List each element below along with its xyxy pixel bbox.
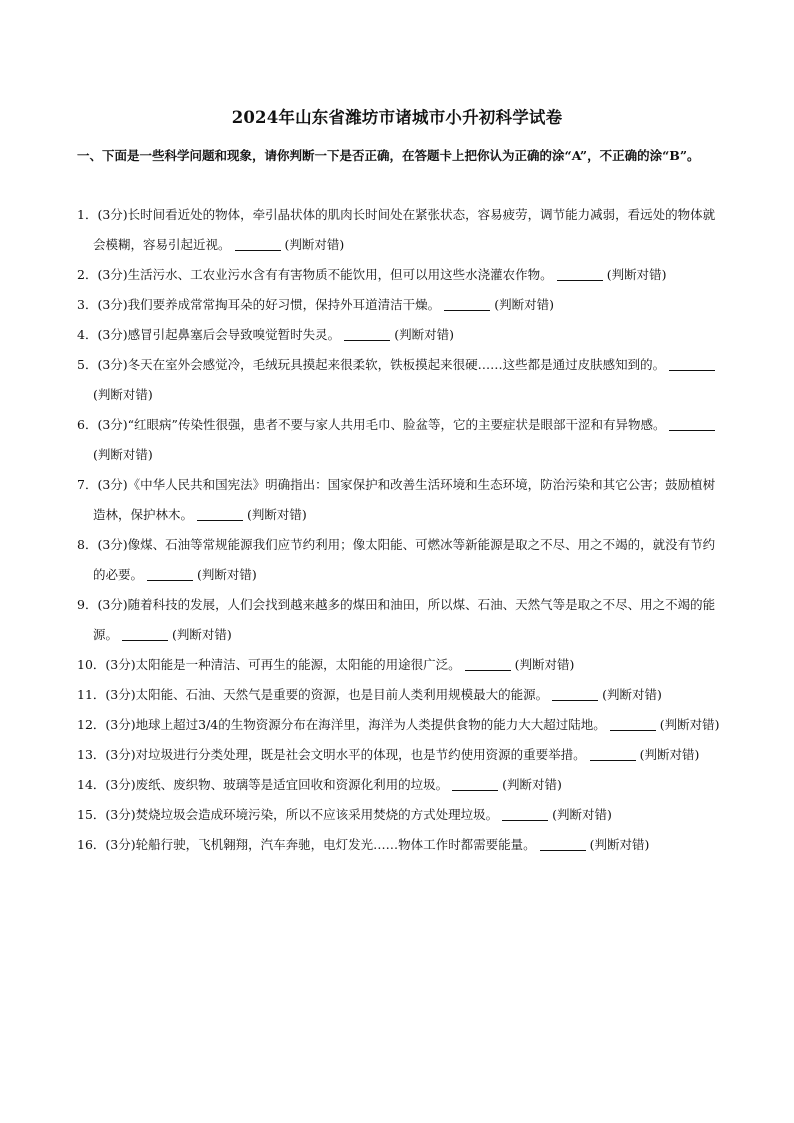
question-score: (3分) [97, 267, 128, 282]
question-instruction: (判断对错) [502, 777, 562, 792]
question-score: (3分) [105, 747, 136, 762]
answer-blank[interactable] [669, 416, 715, 431]
question-instruction: (判断对错) [494, 297, 554, 312]
answer-blank[interactable] [235, 236, 281, 251]
question-instruction: (判断对错) [197, 567, 257, 582]
question-text: 太阳能是一种清洁、可再生的能源，太阳能的用途很广泛。 [135, 657, 461, 672]
answer-blank[interactable] [502, 806, 548, 821]
question-text: 太阳能、石油、天然气是重要的资源，也是目前人类利用规模最大的能源。 [135, 687, 549, 702]
question-score: (3分) [97, 597, 128, 612]
question-score: (3分) [105, 717, 136, 732]
question-item [77, 800, 727, 830]
answer-blank[interactable] [540, 836, 586, 851]
answer-blank[interactable] [452, 776, 498, 791]
question-instruction: (判断对错) [514, 657, 575, 672]
question-number: 10． [77, 657, 106, 672]
question-text: 随着科技的发展，人们会找到越来越多的煤田和油田，所以煤、石油、天然气等是取之不尽、用之不竭的能源。 [93, 597, 716, 642]
question-item [77, 320, 727, 350]
question-instruction: (判断对错) [93, 387, 153, 402]
question-text: 轮船行驶，飞机翱翔，汽车奔驰，电灯发光……物体工作时都需要能量。 [135, 837, 536, 852]
answer-blank[interactable] [444, 296, 490, 311]
question-number: 6． [77, 417, 98, 432]
answer-blank[interactable] [147, 566, 193, 581]
answer-blank[interactable] [465, 656, 511, 671]
question-item [77, 710, 727, 740]
question-instruction: (判断对错) [247, 507, 307, 522]
question-number: 13． [77, 747, 106, 762]
answer-blank[interactable] [552, 686, 598, 701]
question-number: 8． [77, 537, 98, 552]
question-instruction: (判断对错) [394, 327, 454, 342]
question-item [77, 830, 727, 860]
question-number: 4． [77, 327, 98, 342]
question-score: (3分) [105, 777, 136, 792]
question-item [77, 530, 727, 590]
question-text: 生活污水、工农业污水含有有害物质不能饮用，但可以用这些水浇灌农作物。 [127, 267, 553, 282]
question-number: 11． [77, 687, 106, 702]
question-score: (3分) [97, 297, 128, 312]
question-item [77, 740, 727, 770]
question-text: 像煤、石油等常规能源我们应节约利用；像太阳能、可燃冰等新能源是取之不尽、用之不竭的，就没有节约的必要。 [93, 537, 716, 582]
question-text: 长时间看近处的物体，牵引晶状体的肌肉长时间处在紧张状态，容易疲劳，调节能力减弱，看远处的物体就会模糊，容易引起近视。 [93, 207, 716, 252]
answer-blank[interactable] [610, 716, 656, 731]
question-item [77, 350, 727, 410]
question-number: 3． [77, 297, 98, 312]
question-number: 16． [77, 837, 106, 852]
question-item [77, 590, 727, 650]
answer-blank[interactable] [197, 506, 243, 521]
question-score: (3分) [97, 357, 128, 372]
question-number: 5． [77, 357, 98, 372]
question-instruction: (判断对错) [602, 687, 662, 702]
question-instruction: (判断对错) [552, 807, 612, 822]
question-text: 我们要养成常常掏耳朵的好习惯，保持外耳道清洁干燥。 [127, 297, 441, 312]
answer-blank[interactable] [122, 626, 168, 641]
question-score: (3分) [97, 537, 128, 552]
question-text: 焚烧垃圾会造成环境污染，所以不应该采用焚烧的方式处理垃圾。 [135, 807, 499, 822]
question-number: 12． [77, 717, 106, 732]
question-instruction: (判断对错) [659, 717, 720, 732]
question-instruction: (判断对错) [172, 627, 232, 642]
answer-blank[interactable] [344, 326, 390, 341]
question-text: 感冒引起鼻塞后会导致嗅觉暂时失灵。 [127, 327, 341, 342]
question-number: 1． [77, 207, 98, 222]
question-text: 对垃圾进行分类处理，既是社会文明水平的体现，也是节约使用资源的重要举措。 [135, 747, 586, 762]
question-number: 9． [77, 597, 98, 612]
answer-blank[interactable] [669, 356, 715, 371]
exam-title: 2024年山东省潍坊市诸城市小升初科学试卷 [231, 108, 563, 127]
question-score: (3分) [105, 807, 136, 822]
answer-blank[interactable] [557, 266, 603, 281]
question-score: (3分) [105, 837, 136, 852]
question-number: 7． [77, 477, 98, 492]
question-instruction: (判断对错) [284, 237, 345, 252]
question-instruction: (判断对错) [639, 747, 700, 762]
question-item [77, 470, 727, 530]
question-score: (3分) [97, 327, 128, 342]
question-number: 14． [77, 777, 106, 792]
question-text: 地球上超过3/4的生物资源分布在海洋里，海洋为人类提供食物的能力大大超过陆地。 [135, 717, 606, 732]
question-text: 废纸、废织物、玻璃等是适宜回收和资源化利用的垃圾。 [135, 777, 449, 792]
question-text: 《中华人民共和国宪法》明确指出：国家保护和改善生活环境和生态环境，防治污染和其它公害；鼓励植树造林，保护林木。 [93, 477, 716, 522]
question-number: 15． [77, 807, 106, 822]
question-list [77, 200, 727, 860]
question-text: “红眼病”传染性很强，患者不要与家人共用毛巾、脸盆等，它的主要症状是眼部干涩和有异物感。 [127, 417, 666, 432]
section-heading: 一、下面是一些科学问题和现象，请你判断一下是否正确，在答题卡上把你认为正确的涂“A”，不正确的涂“B”。 [77, 148, 700, 163]
question-number: 2． [77, 267, 98, 282]
question-item [77, 650, 727, 680]
question-item [77, 680, 727, 710]
question-score: (3分) [105, 657, 136, 672]
question-item [77, 770, 727, 800]
question-instruction: (判断对错) [589, 837, 650, 852]
question-instruction: (判断对错) [93, 447, 153, 462]
question-item [77, 410, 727, 470]
question-score: (3分) [97, 477, 128, 492]
answer-blank[interactable] [590, 746, 636, 761]
question-score: (3分) [97, 417, 128, 432]
question-item [77, 200, 727, 260]
question-item [77, 290, 727, 320]
question-instruction: (判断对错) [606, 267, 667, 282]
question-item [77, 260, 727, 290]
question-score: (3分) [97, 207, 128, 222]
question-text: 冬天在室外会感觉冷，毛绒玩具摸起来很柔软，铁板摸起来很硬……这些都是通过皮肤感知到的。 [127, 357, 666, 372]
question-score: (3分) [105, 687, 136, 702]
